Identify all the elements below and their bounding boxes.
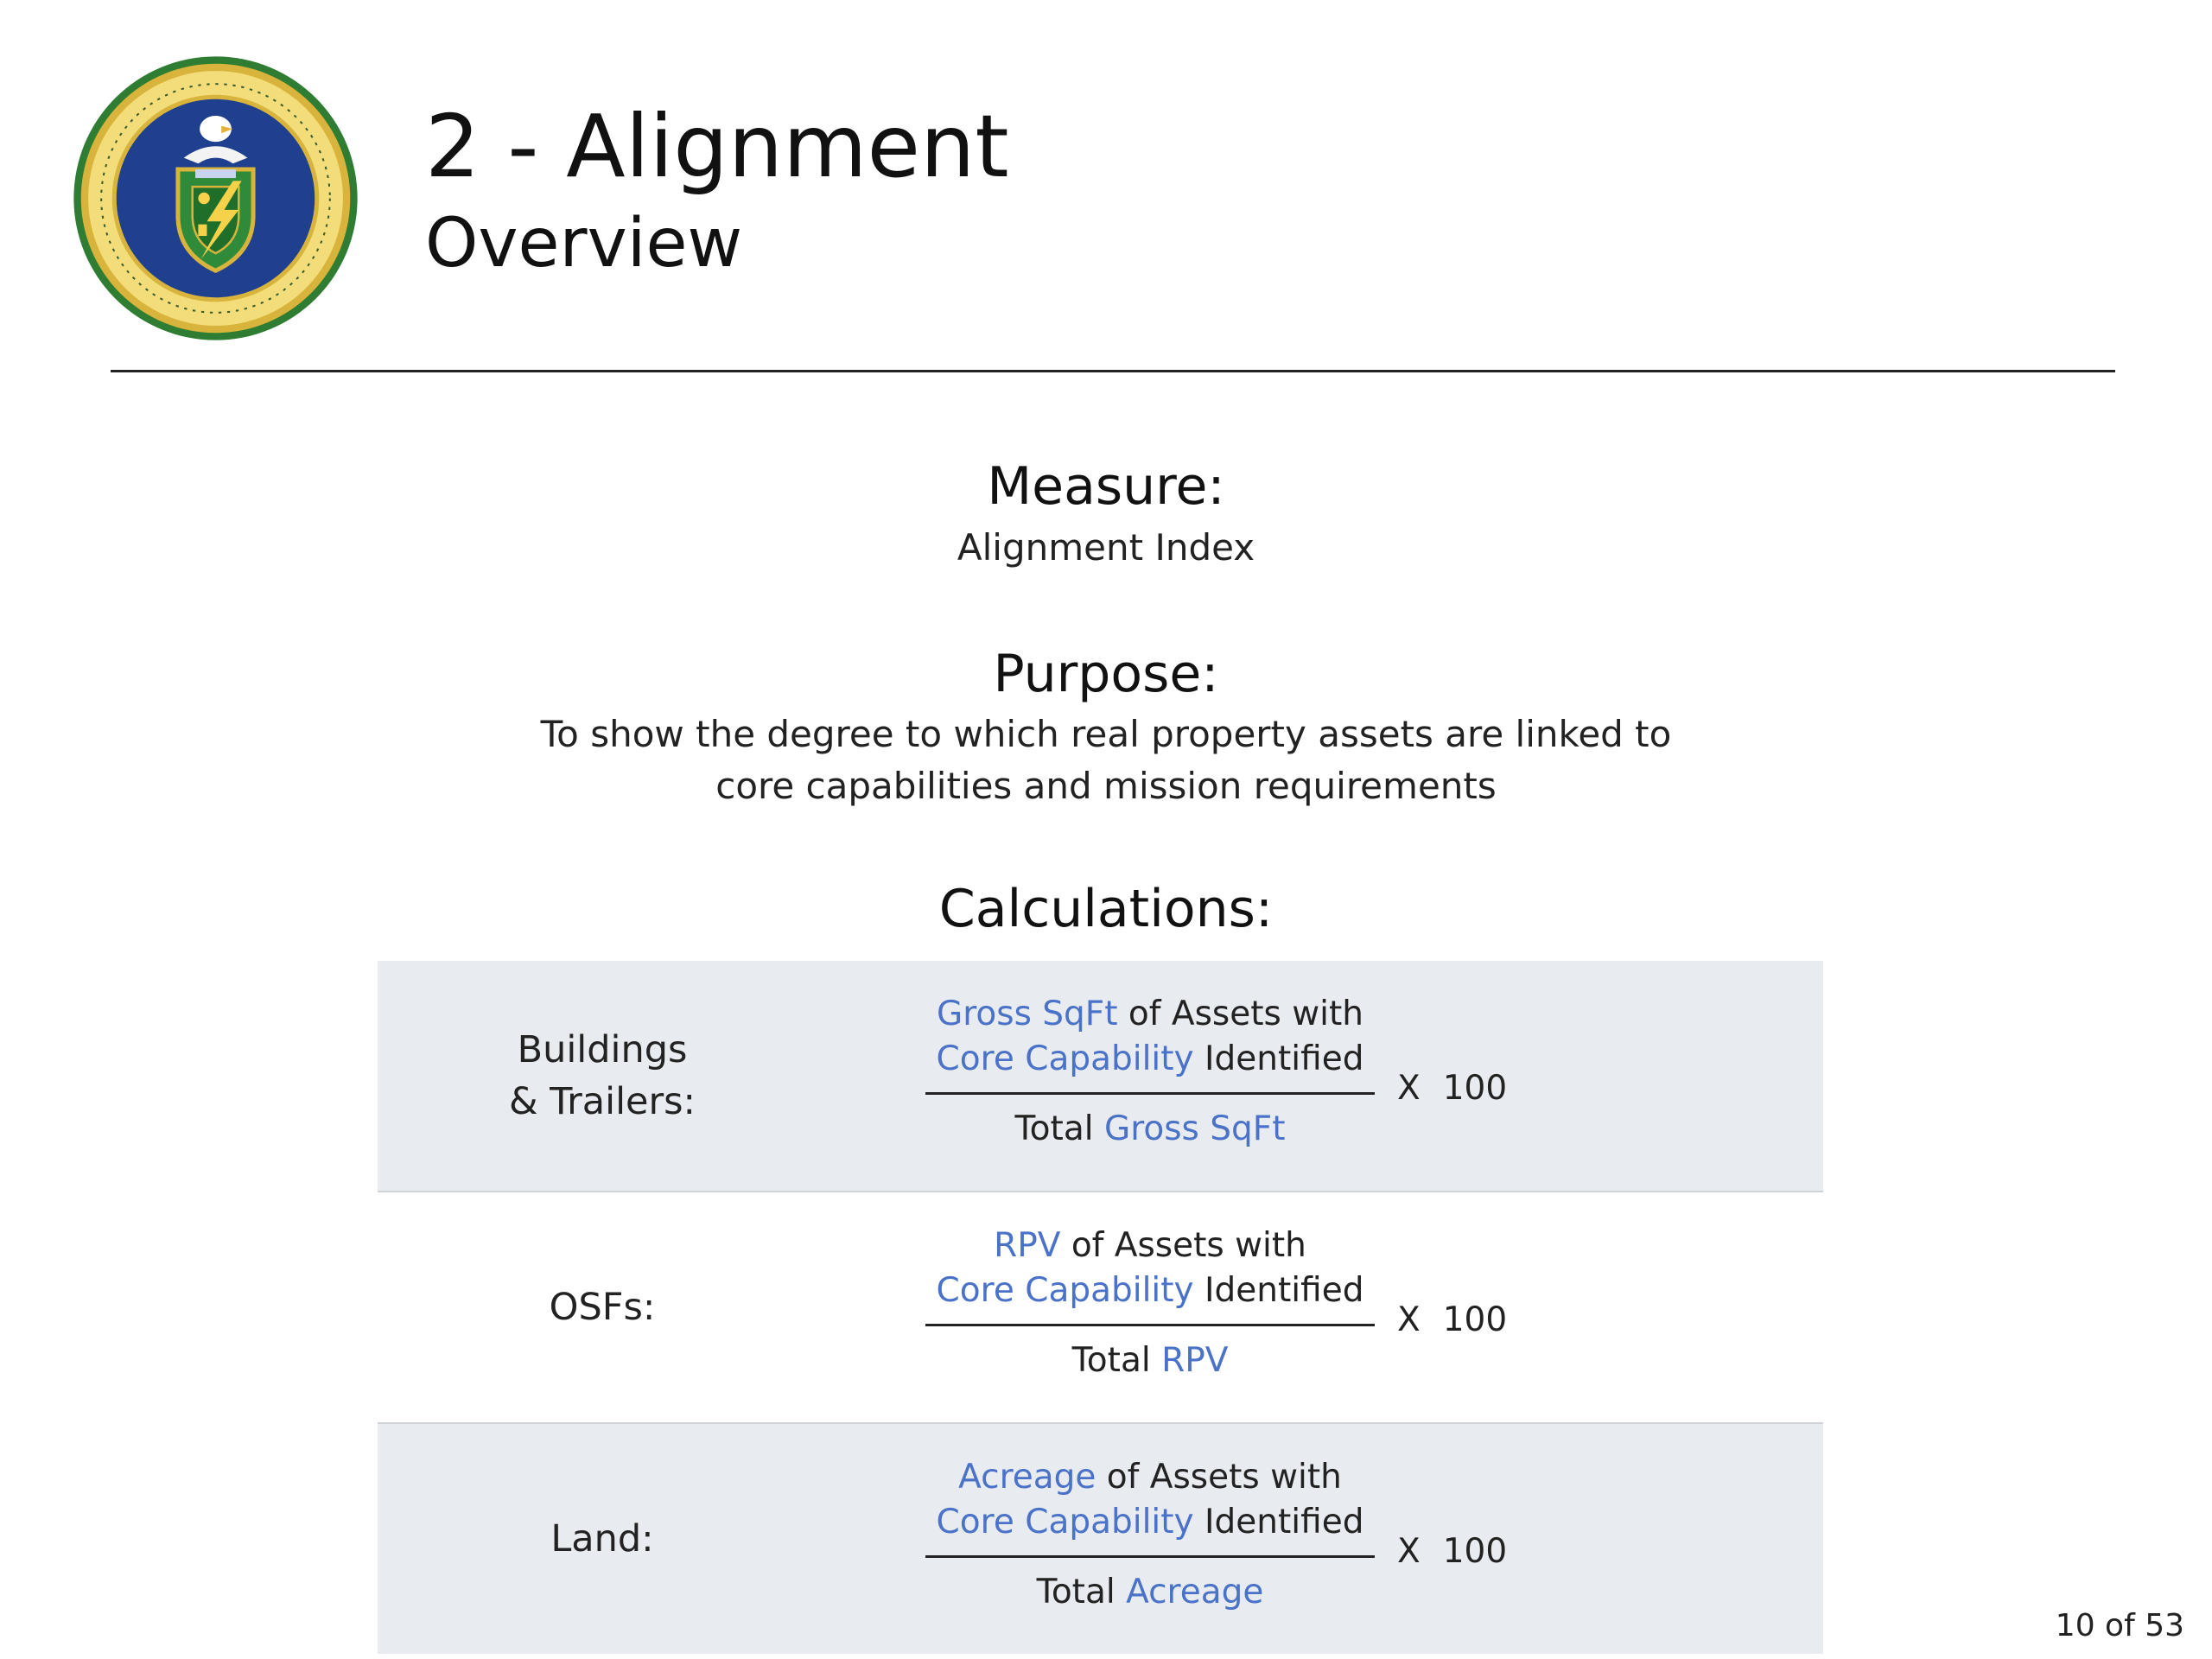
multiplier-value: 100 (1442, 1531, 1508, 1571)
calc-row-buildings (378, 961, 1823, 1192)
den-text: Total (1071, 1341, 1162, 1380)
calc-row-osfs (378, 1192, 1823, 1424)
label-line-1: OSFs: (549, 1286, 656, 1329)
numerator (925, 1224, 1375, 1313)
num-highlight: Acreage (958, 1458, 1096, 1497)
denominator (925, 1570, 1375, 1615)
num-highlight: Core Capability (936, 1271, 1194, 1310)
calc-row-land (378, 1424, 1823, 1654)
multiplier (1397, 1192, 1507, 1422)
multiplier-value: 100 (1442, 1300, 1508, 1339)
fraction-bar (925, 1324, 1375, 1326)
page-number: 10 of 53 (2055, 1608, 2184, 1643)
purpose-text (0, 709, 2212, 812)
fraction (925, 1455, 1375, 1615)
numerator (925, 1455, 1375, 1545)
fraction (925, 1224, 1375, 1383)
num-text: Identified (1193, 1039, 1364, 1078)
fraction-bar (925, 1092, 1375, 1095)
page-subtitle: Overview (425, 205, 743, 283)
num-text: of Assets with (1096, 1458, 1342, 1497)
label-line-1: Land: (550, 1517, 654, 1560)
den-text: Total (1036, 1573, 1127, 1611)
calc-row-label (378, 961, 827, 1191)
fraction-bar (925, 1555, 1375, 1558)
denominator (925, 1338, 1375, 1383)
measure-text: Alignment Index (957, 526, 1255, 569)
numerator (925, 992, 1375, 1082)
calculations-table (378, 961, 1823, 1654)
page-title: 2 - Alignment (425, 96, 1009, 197)
purpose-line-2: core capabilities and mission requirements (715, 765, 1497, 807)
den-highlight: Gross SqFt (1103, 1109, 1286, 1148)
num-text: of Assets with (1060, 1226, 1306, 1265)
header-divider (111, 370, 2115, 372)
multiplier-x: X (1397, 1068, 1421, 1108)
denominator (925, 1107, 1375, 1152)
num-highlight: RPV (994, 1226, 1061, 1265)
calculations-heading: Calculations: (938, 879, 1274, 939)
den-text: Total (1014, 1109, 1104, 1148)
multiplier-x: X (1397, 1531, 1421, 1571)
label-line-1: Buildings (517, 1028, 688, 1071)
num-text: of Assets with (1117, 995, 1363, 1033)
fraction (925, 992, 1375, 1152)
multiplier-value: 100 (1442, 1068, 1508, 1108)
doe-seal-icon (71, 54, 360, 343)
multiplier (1397, 1424, 1507, 1654)
num-text: Identified (1193, 1503, 1364, 1541)
multiplier-x: X (1397, 1300, 1421, 1339)
purpose-heading: Purpose: (993, 644, 1219, 704)
den-highlight: Acreage (1126, 1573, 1264, 1611)
measure-heading: Measure: (987, 456, 1225, 517)
calc-row-label (378, 1424, 827, 1654)
label-line-2: & Trailers: (508, 1080, 696, 1123)
num-text: Identified (1193, 1271, 1364, 1310)
num-highlight: Core Capability (936, 1039, 1194, 1078)
calc-row-label (378, 1192, 827, 1422)
num-highlight: Core Capability (936, 1503, 1194, 1541)
den-highlight: RPV (1161, 1341, 1229, 1380)
purpose-line-1: To show the degree to which real property assets are linked to (540, 713, 1672, 755)
num-highlight: Gross SqFt (937, 995, 1118, 1033)
multiplier (1397, 961, 1507, 1191)
